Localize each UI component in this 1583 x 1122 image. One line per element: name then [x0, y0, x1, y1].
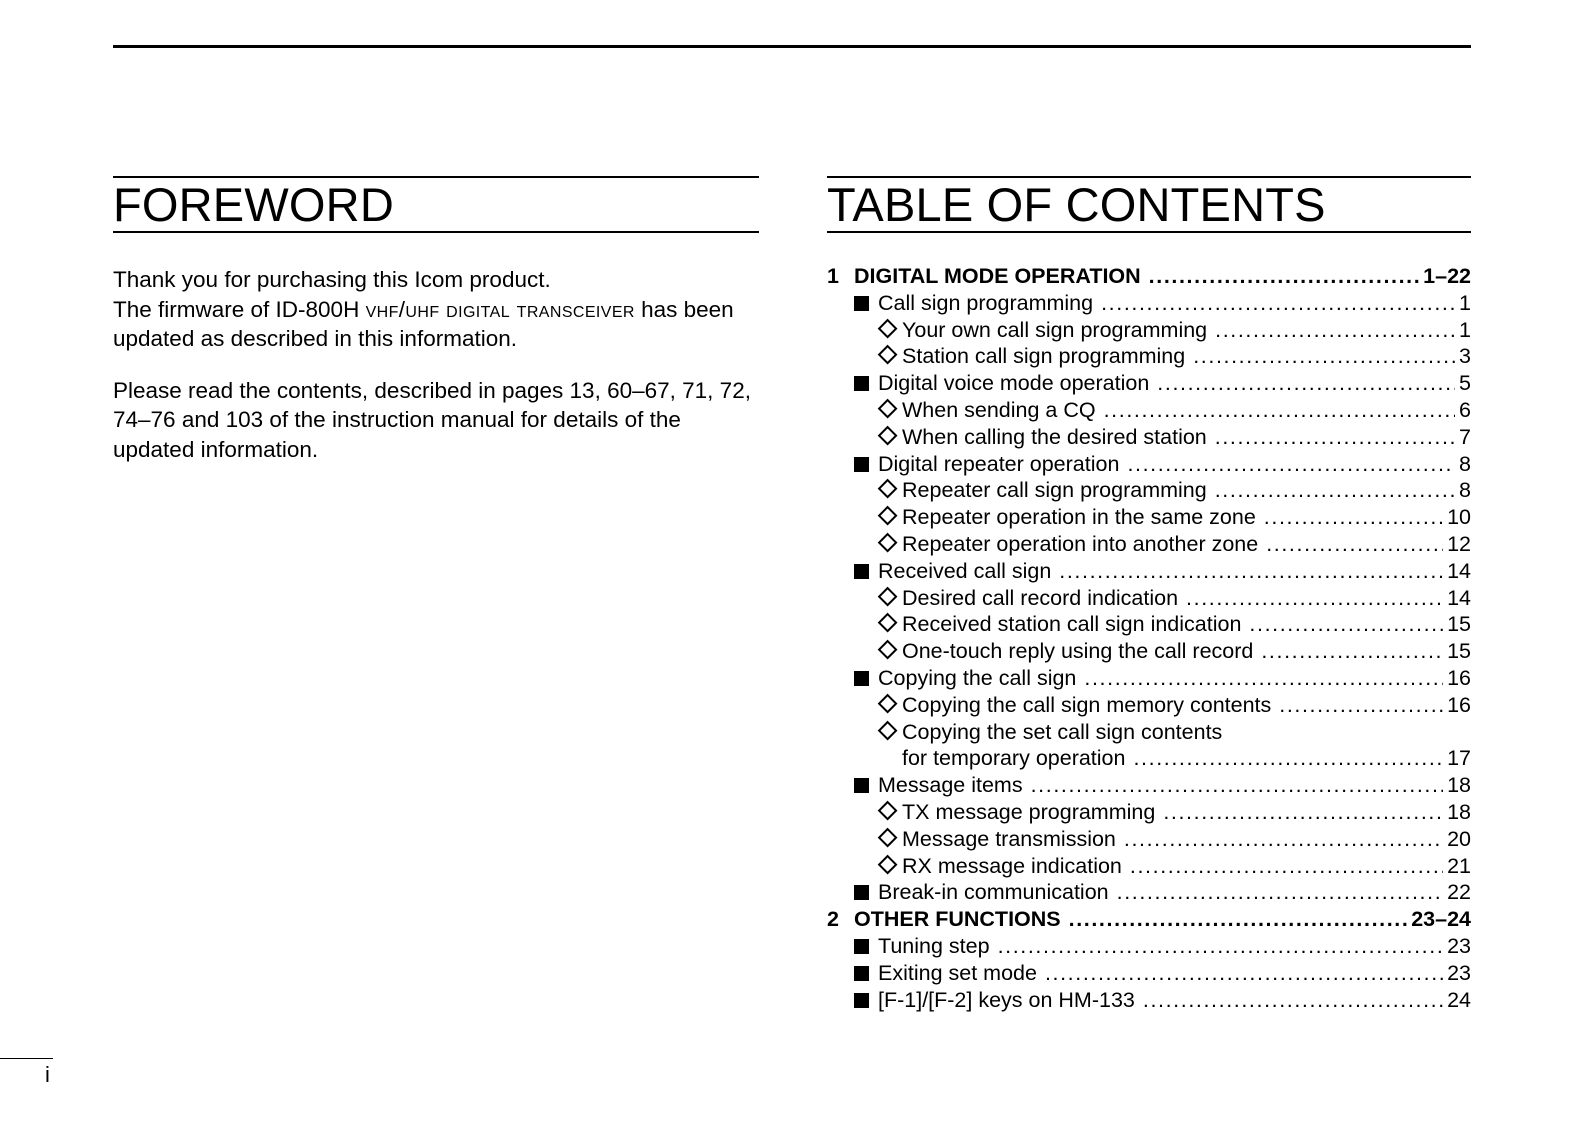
toc-page-number: 15 — [1447, 639, 1471, 664]
toc-page-number: 20 — [1447, 826, 1471, 851]
diamond-icon — [878, 799, 902, 826]
foreword-section — [113, 176, 759, 486]
diamond-icon — [878, 397, 902, 424]
toc-page-number: 1 — [1459, 317, 1471, 342]
toc-page-number: 16 — [1447, 692, 1471, 717]
dot-leader — [1143, 987, 1443, 1014]
top-rule — [113, 45, 1471, 48]
toc-subsection-entry[interactable] — [827, 826, 1471, 853]
toc-page-number: 12 — [1447, 531, 1471, 556]
dot-leader — [1215, 317, 1455, 344]
foreword-thanks: Thank you for purchasing this Icom product. — [113, 267, 551, 292]
toc-entry-text: OTHER FUNCTIONS — [854, 907, 1061, 932]
toc-entry-text: When calling the desired station — [902, 424, 1207, 449]
toc-entry-text: Copying the set call sign contents — [902, 719, 1223, 744]
toc-subsection-entry[interactable] — [827, 719, 1471, 746]
toc-section-entry[interactable] — [827, 370, 1471, 397]
toc-subsection-entry-continued[interactable] — [827, 745, 1471, 772]
diamond-icon — [878, 317, 902, 344]
toc-section-entry[interactable] — [827, 879, 1471, 906]
toc-page-number: 22 — [1447, 880, 1471, 905]
diamond-icon — [878, 719, 902, 746]
toc-entry-text: Desired call record indication — [902, 585, 1179, 610]
filled-square-icon — [854, 879, 878, 906]
toc-entry-text: Received call sign — [878, 558, 1052, 583]
toc-chapter-number: 2 — [827, 907, 839, 932]
dot-leader — [1261, 638, 1443, 665]
filled-square-icon — [854, 960, 878, 987]
toc-page-number: 24 — [1447, 987, 1471, 1012]
toc-page-number: 14 — [1447, 558, 1471, 583]
dot-leader — [1264, 504, 1443, 531]
diamond-icon — [878, 343, 902, 370]
toc-entry-text: Break-in communication — [878, 880, 1109, 905]
diamond-icon — [878, 585, 902, 612]
dot-leader — [1117, 879, 1443, 906]
dot-leader — [1163, 799, 1443, 826]
dot-leader — [1127, 451, 1455, 478]
toc-subsection-entry[interactable] — [827, 585, 1471, 612]
toc-page-number: 23–24 — [1411, 907, 1471, 932]
toc-page-number: 14 — [1447, 585, 1471, 610]
toc-page-number: 8 — [1459, 451, 1471, 476]
toc-page-number: 6 — [1459, 397, 1471, 422]
toc-entry-text: Received station call sign indication — [902, 612, 1242, 637]
filled-square-icon — [854, 370, 878, 397]
dot-leader — [1130, 853, 1443, 880]
foreword-paragraph-1 — [113, 265, 759, 354]
toc-subsection-entry[interactable] — [827, 853, 1471, 880]
diamond-icon — [878, 477, 902, 504]
dot-leader — [1059, 558, 1443, 585]
toc-entry-text: for temporary operation — [902, 746, 1126, 771]
toc-title: TABLE OF CONTENTS — [827, 176, 1471, 233]
diamond-icon — [878, 424, 902, 451]
dot-leader — [1249, 611, 1443, 638]
toc-section-entry[interactable] — [827, 290, 1471, 317]
toc-entry-text: Tuning step — [878, 933, 990, 958]
toc-page-number: 7 — [1459, 424, 1471, 449]
toc-section-entry[interactable] — [827, 558, 1471, 585]
toc-entry-text: Message items — [878, 773, 1023, 798]
toc-section-entry[interactable] — [827, 987, 1471, 1014]
toc-entry-text: Message transmission — [902, 826, 1116, 851]
toc-entry-text: Exiting set mode — [878, 960, 1037, 985]
dot-leader — [1031, 772, 1443, 799]
toc-page-number: 23 — [1447, 960, 1471, 985]
dot-leader — [1193, 343, 1455, 370]
toc-subsection-entry[interactable] — [827, 799, 1471, 826]
toc-entry-text: Copying the call sign — [878, 665, 1077, 690]
footer-rule — [0, 1058, 53, 1059]
toc-page-number: 21 — [1447, 853, 1471, 878]
toc-subsection-entry[interactable] — [827, 638, 1471, 665]
foreword-firmware-start: The firmware of ID-800H — [113, 296, 366, 322]
toc-chapter-number: 1 — [827, 264, 839, 288]
toc-list — [827, 263, 1471, 1013]
toc-entry-text: RX message indication — [902, 853, 1122, 878]
transceiver-name: vhf/uhf digital transceiver — [365, 296, 635, 322]
filled-square-icon — [854, 665, 878, 692]
dot-leader — [1279, 692, 1443, 719]
filled-square-icon — [854, 558, 878, 585]
toc-page-number: 3 — [1459, 344, 1471, 369]
diamond-icon — [878, 611, 902, 638]
filled-square-icon — [854, 933, 878, 960]
dot-leader — [1069, 906, 1408, 933]
dot-leader — [1045, 960, 1443, 987]
toc-subsection-entry[interactable] — [827, 611, 1471, 638]
toc-page-number: 10 — [1447, 505, 1471, 530]
toc-entry-text: One-touch reply using the call record — [902, 639, 1254, 664]
foreword-body — [113, 265, 759, 464]
foreword-paragraph-2: Please read the contents, described in pages 13, 60–67, 71, 72, 74–76 and 103 of the instruction manual for details of the updated information. — [113, 377, 751, 462]
dot-leader — [1266, 531, 1443, 558]
page-number: i — [45, 1062, 50, 1087]
toc-subsection-entry[interactable] — [827, 477, 1471, 504]
toc-page-number: 15 — [1447, 612, 1471, 637]
toc-entry-text: Station call sign programming — [902, 344, 1186, 369]
dot-leader — [998, 933, 1444, 960]
toc-section — [827, 176, 1471, 1013]
toc-entry-text: Digital voice mode operation — [878, 371, 1150, 396]
toc-subsection-entry[interactable] — [827, 317, 1471, 344]
dot-leader — [1157, 370, 1455, 397]
dot-leader — [1215, 477, 1455, 504]
toc-page-number: 8 — [1459, 478, 1471, 503]
dot-leader — [1215, 424, 1455, 451]
toc-entry-text: Repeater operation into another zone — [902, 531, 1259, 556]
diamond-icon — [878, 826, 902, 853]
toc-section-entry[interactable] — [827, 665, 1471, 692]
toc-section-entry[interactable] — [827, 451, 1471, 478]
diamond-icon — [878, 504, 902, 531]
toc-subsection-entry[interactable] — [827, 343, 1471, 370]
diamond-icon — [878, 692, 902, 719]
toc-subsection-entry[interactable] — [827, 692, 1471, 719]
toc-page-number: 16 — [1447, 665, 1471, 690]
foreword-firmware-end: has been updated as described in this information. — [113, 296, 734, 351]
dot-leader — [1084, 665, 1443, 692]
diamond-icon — [878, 853, 902, 880]
filled-square-icon — [854, 290, 878, 317]
diamond-icon — [878, 531, 902, 558]
toc-section-entry[interactable] — [827, 772, 1471, 799]
dot-leader — [1149, 263, 1419, 290]
toc-chapter-1[interactable] — [827, 263, 1471, 290]
toc-entry-text: Repeater call sign programming — [902, 478, 1207, 503]
toc-subsection-entry[interactable] — [827, 397, 1471, 424]
toc-page-number: 17 — [1447, 746, 1471, 771]
toc-page-number: 1 — [1459, 290, 1471, 315]
toc-subsection-entry[interactable] — [827, 531, 1471, 558]
toc-section-entry[interactable] — [827, 933, 1471, 960]
toc-chapter-2[interactable] — [827, 906, 1471, 933]
toc-entry-text: Call sign programming — [878, 290, 1094, 315]
toc-entry-text: TX message programming — [902, 799, 1156, 824]
toc-entry-text: Repeater operation in the same zone — [902, 505, 1256, 530]
toc-page-number: 5 — [1459, 371, 1471, 396]
toc-page-number: 1–22 — [1423, 264, 1471, 288]
toc-entry-text: DIGITAL MODE OPERATION — [854, 264, 1141, 288]
foreword-title: FOREWORD — [113, 176, 759, 233]
dot-leader — [1133, 745, 1443, 772]
dot-leader — [1124, 826, 1443, 853]
dot-leader — [1101, 290, 1455, 317]
filled-square-icon — [854, 987, 878, 1014]
toc-entry-text: When sending a CQ — [902, 397, 1096, 422]
toc-subsection-entry[interactable] — [827, 504, 1471, 531]
dot-leader — [1104, 397, 1455, 424]
toc-section-entry[interactable] — [827, 960, 1471, 987]
filled-square-icon — [854, 451, 878, 478]
toc-page-number: 23 — [1447, 933, 1471, 958]
toc-page-number: 18 — [1447, 799, 1471, 824]
filled-square-icon — [854, 772, 878, 799]
toc-entry-text: Digital repeater operation — [878, 451, 1120, 476]
diamond-icon — [878, 638, 902, 665]
toc-subsection-entry[interactable] — [827, 424, 1471, 451]
dot-leader — [1186, 585, 1443, 612]
toc-entry-text: Your own call sign programming — [902, 317, 1208, 342]
toc-entry-text: Copying the call sign memory contents — [902, 692, 1272, 717]
toc-page-number: 18 — [1447, 773, 1471, 798]
toc-entry-text: [F-1]/[F-2] keys on HM-133 — [878, 987, 1135, 1012]
